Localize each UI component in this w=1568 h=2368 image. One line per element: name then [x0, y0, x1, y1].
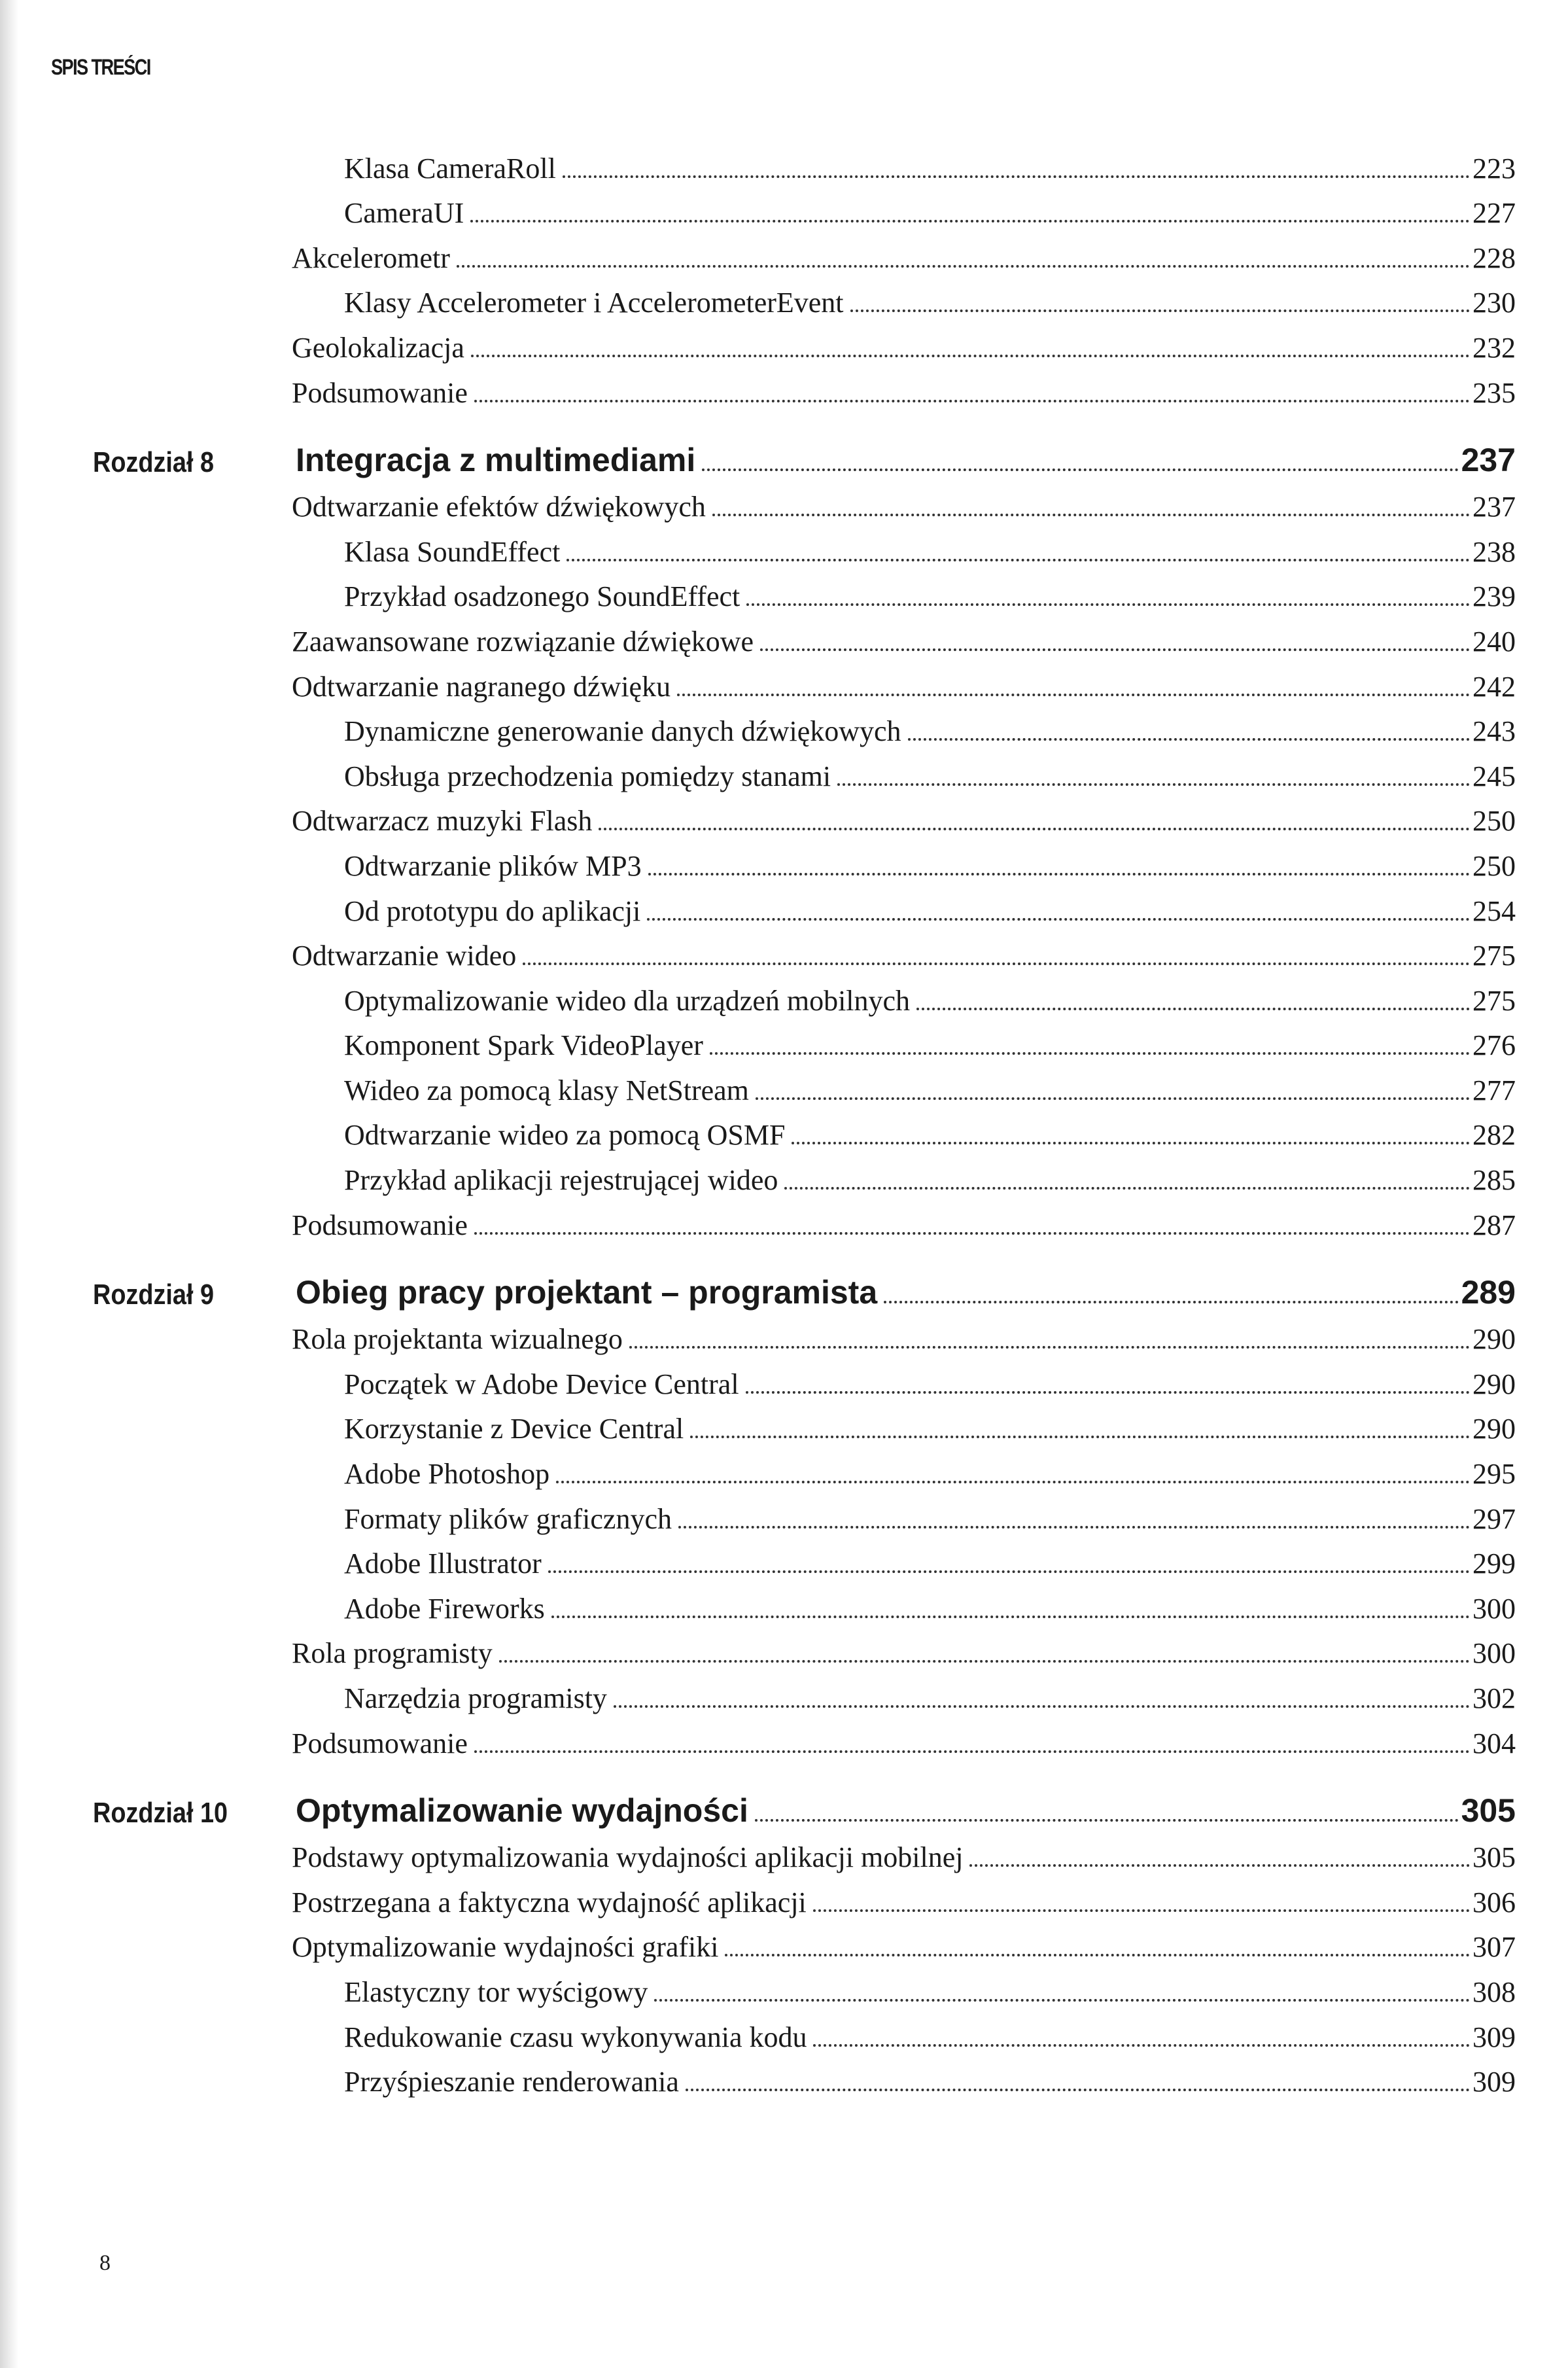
toc-entry-link[interactable] [296, 1273, 1516, 1311]
toc-entry-link[interactable] [344, 1163, 1516, 1197]
subsection-row [93, 1023, 1516, 1068]
dot-leader [551, 1616, 1470, 1618]
entry-page-number: 245 [1472, 760, 1516, 792]
dot-leader [548, 1570, 1470, 1573]
entry-title: Optymalizowanie wideo dla urządzeń mobilnych [344, 984, 911, 1017]
section-row [93, 1631, 1516, 1676]
toc-entry-link[interactable] [292, 939, 1516, 972]
entry-title: Wideo za pomocą klasy NetStream [344, 1074, 749, 1106]
entry-page-number: 276 [1472, 1029, 1516, 1062]
subsection-row [93, 1496, 1516, 1541]
dot-leader [784, 1187, 1470, 1190]
dot-leader [813, 2044, 1470, 2047]
dot-leader [523, 963, 1470, 965]
dot-leader [916, 1008, 1470, 1010]
page-spine-shadow [0, 0, 18, 2368]
dot-leader [499, 1660, 1470, 1663]
subsection-row [93, 709, 1516, 754]
entry-page-number: 232 [1472, 331, 1516, 364]
entry-page-number: 240 [1472, 625, 1516, 658]
entry-page-number: 290 [1472, 1413, 1516, 1445]
entry-title: Rola projektanta wizualnego [292, 1323, 623, 1356]
toc-entry-link[interactable] [344, 286, 1516, 319]
dot-leader [654, 1999, 1470, 2002]
section-row [93, 1879, 1516, 1924]
entry-title: CameraUI [344, 197, 464, 230]
toc-entry-link[interactable] [344, 1368, 1516, 1401]
toc-entry-link[interactable] [344, 715, 1516, 748]
entry-page-number: 250 [1472, 805, 1516, 838]
dot-leader [647, 918, 1470, 921]
entry-page-number: 300 [1472, 1592, 1516, 1625]
entry-title: Adobe Photoshop [344, 1458, 550, 1491]
chapter-label: Rozdział 9 [93, 1278, 215, 1311]
subsection-row [93, 978, 1516, 1023]
entry-title: Podsumowanie [292, 1209, 468, 1241]
toc-entry-link[interactable] [344, 1412, 1516, 1445]
toc-entry-link[interactable] [292, 1322, 1516, 1356]
entry-title: Formaty plików graficznych [344, 1502, 672, 1535]
entry-title: Przykład osadzonego SoundEffect [344, 580, 740, 613]
entry-title: Integracja z multimediami [296, 441, 696, 478]
entry-page-number: 295 [1472, 1458, 1516, 1491]
dot-leader [746, 1391, 1470, 1394]
entry-title: Rola programisty [292, 1637, 493, 1670]
chapter-row [93, 436, 1516, 484]
section-row [93, 663, 1516, 709]
entry-page-number: 309 [1472, 2021, 1516, 2053]
section-row [93, 1317, 1516, 1362]
entry-title: Geolokalizacja [292, 331, 464, 364]
chapter-label: Rozdział 10 [93, 1796, 228, 1829]
subsection-row [93, 1541, 1516, 1586]
dot-leader [614, 1705, 1470, 1708]
entry-title: Optymalizowanie wydajności [296, 1792, 748, 1829]
entry-page-number: 299 [1472, 1547, 1516, 1580]
dot-leader [908, 738, 1470, 741]
chapter-label: Rozdział 8 [93, 446, 215, 478]
entry-title: Odtwarzacz muzyki Flash [292, 805, 593, 838]
subsection-row [93, 1406, 1516, 1451]
subsection-row [93, 529, 1516, 574]
toc-entry-link[interactable] [344, 760, 1516, 793]
toc-entry-link[interactable] [344, 1975, 1516, 2009]
subsection-row [93, 1361, 1516, 1406]
dot-leader [566, 559, 1470, 561]
subsection-row [93, 888, 1516, 933]
toc-entry-link[interactable] [296, 441, 1516, 479]
dot-leader [563, 175, 1470, 178]
subsection-row [93, 1157, 1516, 1202]
subsection-row [93, 1675, 1516, 1720]
toc-entry-link[interactable] [292, 376, 1516, 410]
dot-leader [850, 309, 1470, 312]
toc-entry-link[interactable] [292, 1727, 1516, 1760]
entry-title: Obsługa przechodzenia pomiędzy stanami [344, 760, 831, 792]
section-row [93, 1835, 1516, 1880]
subsection-row [93, 1585, 1516, 1631]
section-row [93, 933, 1516, 978]
entry-page-number: 305 [1472, 1841, 1516, 1874]
dot-leader [556, 1481, 1470, 1483]
toc-entry-link[interactable] [292, 1636, 1516, 1670]
chapter-row [93, 1268, 1516, 1317]
subsection-row [93, 843, 1516, 888]
entry-page-number: 308 [1472, 1975, 1516, 2008]
dot-leader [474, 1750, 1470, 1753]
table-of-contents [93, 145, 1516, 2104]
toc-entry-link[interactable] [344, 1682, 1516, 1715]
dot-leader [686, 2089, 1470, 2091]
dot-leader [813, 1909, 1470, 1912]
entry-page-number: 227 [1472, 197, 1516, 230]
entry-title: Obieg pracy projektant – programista [296, 1273, 878, 1311]
toc-entry-link[interactable] [344, 984, 1516, 1017]
section-row [93, 618, 1516, 663]
section-row [93, 1202, 1516, 1247]
toc-entry-link[interactable] [296, 1792, 1516, 1829]
entry-page-number: 302 [1472, 1682, 1516, 1714]
entry-page-number: 238 [1472, 535, 1516, 568]
entry-page-number: 287 [1472, 1209, 1516, 1241]
entry-title: Zaawansowane rozwiązanie dźwiękowe [292, 625, 754, 658]
entry-title: Komponent Spark VideoPlayer [344, 1029, 703, 1062]
entry-title: Przykład aplikacji rejestrującej wideo [344, 1164, 778, 1197]
entry-page-number: 235 [1472, 376, 1516, 409]
section-row [93, 370, 1516, 415]
dot-leader [884, 1301, 1458, 1303]
entry-page-number: 290 [1472, 1323, 1516, 1356]
entry-title: Korzystanie z Device Central [344, 1413, 684, 1445]
dot-leader [629, 1346, 1470, 1349]
entry-title: Klasa CameraRoll [344, 152, 556, 185]
entry-page-number: 243 [1472, 715, 1516, 748]
dot-leader [710, 1052, 1470, 1055]
toc-entry-link[interactable] [292, 1886, 1516, 1919]
toc-entry-link[interactable] [344, 196, 1516, 230]
dot-leader [474, 1232, 1470, 1235]
entry-title: Odtwarzanie wideo za pomocą OSMF [344, 1119, 786, 1152]
page-number: 8 [99, 2251, 111, 2275]
entry-title: Redukowanie czasu wykonywania kodu [344, 2021, 807, 2053]
entry-title: Elastyczny tor wyścigowy [344, 1975, 648, 2008]
subsection-row [93, 1451, 1516, 1496]
entry-page-number: 230 [1472, 287, 1516, 319]
entry-page-number: 237 [1461, 441, 1516, 478]
toc-entry-link[interactable] [344, 580, 1516, 613]
dot-leader [755, 1819, 1459, 1822]
entry-page-number: 242 [1472, 670, 1516, 703]
entry-page-number: 307 [1472, 1931, 1516, 1964]
toc-entry-link[interactable] [292, 331, 1516, 364]
toc-entry-link[interactable] [344, 152, 1516, 185]
toc-entry-link[interactable] [344, 1592, 1516, 1625]
entry-title: Akcelerometr [292, 241, 450, 274]
entry-title: Podsumowanie [292, 1727, 468, 1759]
toc-entry-link[interactable] [292, 1209, 1516, 1242]
dot-leader [470, 220, 1470, 222]
dot-leader [678, 1526, 1470, 1529]
toc-entry-link[interactable] [344, 1502, 1516, 1536]
entry-title: Odtwarzanie nagranego dźwięku [292, 670, 671, 703]
toc-entry-link[interactable] [344, 2065, 1516, 2098]
entry-title: Odtwarzanie efektów dźwiękowych [292, 491, 706, 523]
entry-title: Odtwarzanie wideo [292, 940, 517, 972]
subsection-row [93, 145, 1516, 190]
toc-entry-link[interactable] [344, 894, 1516, 928]
toc-entry-link[interactable] [292, 670, 1516, 703]
entry-page-number: 282 [1472, 1119, 1516, 1152]
entry-title: Optymalizowanie wydajności grafiki [292, 1931, 719, 1964]
subsection-row [93, 280, 1516, 325]
entry-title: Podstawy optymalizowania wydajności aplikacji mobilnej [292, 1841, 964, 1874]
toc-entry-link[interactable] [344, 535, 1516, 569]
entry-title: Adobe Fireworks [344, 1592, 545, 1625]
entry-page-number: 223 [1472, 152, 1516, 185]
entry-page-number: 290 [1472, 1368, 1516, 1400]
dot-leader [648, 873, 1470, 875]
toc-entry-link[interactable] [344, 1074, 1516, 1107]
entry-page-number: 305 [1461, 1792, 1516, 1829]
section-row [93, 325, 1516, 370]
entry-title: Odtwarzanie plików MP3 [344, 849, 642, 882]
subsection-row [93, 753, 1516, 798]
dot-leader [760, 648, 1470, 651]
subsection-row [93, 1067, 1516, 1112]
dot-leader [725, 1954, 1470, 1956]
toc-entry-link[interactable] [292, 1930, 1516, 1964]
section-row [93, 1720, 1516, 1765]
toc-entry-link[interactable] [344, 1029, 1516, 1062]
subsection-row [93, 2059, 1516, 2104]
dot-leader [792, 1142, 1470, 1144]
entry-page-number: 306 [1472, 1886, 1516, 1918]
entry-page-number: 309 [1472, 2066, 1516, 2098]
entry-title: Adobe Illustrator [344, 1547, 542, 1580]
subsection-row [93, 1112, 1516, 1157]
dot-leader [746, 603, 1470, 606]
entry-page-number: 297 [1472, 1502, 1516, 1535]
section-row [93, 1924, 1516, 1970]
entry-title: Początek w Adobe Device Central [344, 1368, 739, 1400]
subsection-row [93, 2014, 1516, 2059]
toc-entry-link[interactable] [292, 1841, 1516, 1874]
section-row [93, 235, 1516, 280]
entry-page-number: 228 [1472, 241, 1516, 274]
entry-title: Podsumowanie [292, 376, 468, 409]
dot-leader [457, 265, 1470, 268]
entry-page-number: 289 [1461, 1273, 1516, 1311]
entry-page-number: 285 [1472, 1164, 1516, 1197]
toc-entry-link[interactable] [344, 1547, 1516, 1580]
subsection-row [93, 190, 1516, 236]
entry-page-number: 277 [1472, 1074, 1516, 1106]
dot-leader [969, 1864, 1470, 1867]
toc-entry-link[interactable] [344, 849, 1516, 883]
dot-leader [471, 355, 1470, 357]
chapter-row [93, 1786, 1516, 1835]
toc-entry-link[interactable] [344, 1118, 1516, 1152]
entry-title: Przyśpieszanie renderowania [344, 2066, 679, 2098]
entry-page-number: 239 [1472, 580, 1516, 613]
section-row [93, 798, 1516, 843]
entry-title: Klasa SoundEffect [344, 535, 561, 568]
toc-entry-link[interactable] [344, 1457, 1516, 1491]
entry-title: Klasy Accelerometer i AccelerometerEvent [344, 287, 844, 319]
entry-title: Od prototypu do aplikacji [344, 894, 641, 927]
dot-leader [474, 400, 1470, 402]
toc-entry-link[interactable] [292, 490, 1516, 523]
dot-leader [837, 783, 1470, 786]
running-head: SPIS TREŚCI [51, 55, 150, 80]
toc-entry-link[interactable] [292, 241, 1516, 275]
dot-leader [677, 694, 1470, 696]
subsection-row [93, 1969, 1516, 2014]
dot-leader [756, 1097, 1470, 1100]
entry-page-number: 275 [1472, 940, 1516, 972]
entry-page-number: 237 [1472, 491, 1516, 523]
entry-title: Dynamiczne generowanie danych dźwiękowych [344, 715, 901, 748]
toc-entry-link[interactable] [292, 625, 1516, 658]
dot-leader [702, 468, 1458, 471]
entry-page-number: 250 [1472, 849, 1516, 882]
toc-entry-link[interactable] [344, 2021, 1516, 2054]
dot-leader [599, 828, 1470, 830]
entry-page-number: 304 [1472, 1727, 1516, 1759]
entry-page-number: 254 [1472, 894, 1516, 927]
entry-title: Postrzegana a faktyczna wydajność aplikacji [292, 1886, 807, 1918]
entry-page-number: 300 [1472, 1637, 1516, 1670]
dot-leader [712, 514, 1470, 516]
subsection-row [93, 574, 1516, 619]
entry-page-number: 275 [1472, 984, 1516, 1017]
dot-leader [690, 1436, 1470, 1438]
toc-entry-link[interactable] [292, 804, 1516, 838]
entry-title: Narzędzia programisty [344, 1682, 607, 1714]
section-row [93, 484, 1516, 529]
